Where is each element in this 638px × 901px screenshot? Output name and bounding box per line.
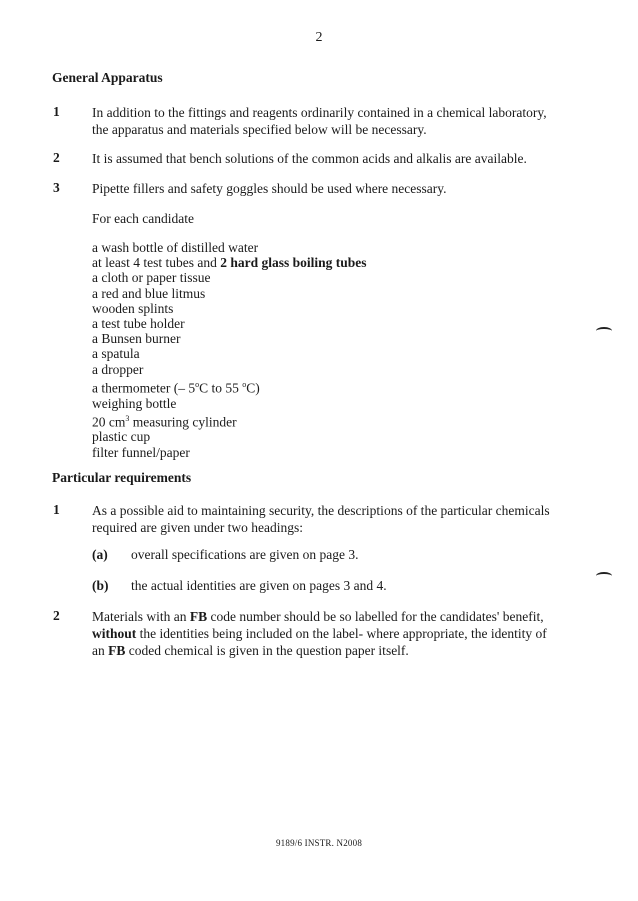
sub-item-text: the actual identities are given on pages 3 and 4.	[131, 578, 387, 593]
page-number: 2	[315, 30, 323, 45]
general-apparatus-heading: General Apparatus	[52, 70, 163, 85]
list-item: wooden splints	[92, 300, 174, 316]
particular-requirements-heading: Particular requirements	[52, 470, 192, 485]
margin-mark	[596, 572, 612, 580]
item-number: 2	[53, 608, 60, 623]
list-item: a Bunsen burner	[92, 331, 181, 347]
item-number: 2	[53, 150, 60, 165]
footer-code: 9189/6 INSTR. N2008	[275, 838, 363, 848]
list-item: filter funnel/paper	[92, 444, 190, 460]
item-number: 1	[53, 502, 60, 517]
sub-item-label: (b)	[92, 578, 109, 593]
item-text: It is assumed that bench solutions of the common acids and alkalis are available.	[92, 151, 527, 166]
list-item: a thermometer (– 5$^o$C to 55 $^o$C)	[92, 379, 260, 396]
item-text: In addition to the fittings and reagents ordinarily contained in a chemical laboratory, the apparatus and materials specified below will be necessary.	[92, 105, 547, 137]
list-item: a spatula	[92, 346, 140, 362]
item-text: Pipette fillers and safety goggles should be used where necessary.	[92, 181, 447, 196]
margin-mark	[596, 327, 612, 335]
list-item: a test tube holder	[92, 316, 185, 332]
list-item: a red and blue litmus	[92, 285, 206, 301]
list-item: a wash bottle of distilled water	[92, 240, 259, 255]
for-each-candidate: For each candidate	[92, 211, 194, 226]
list-item: a dropper	[92, 361, 144, 377]
item-number: 3	[53, 180, 60, 195]
apparatus-list	[92, 240, 367, 460]
sub-item-text: overall specifications are given on page 3.	[131, 547, 359, 562]
list-item: 20 $cm^3$ measuring cylinder	[92, 413, 237, 430]
item-text: Materials with an FB code number should be so labelled for the candidates' benefit, without the identities being included on the label- where appropriate, the identity of an FB coded chemical is given in the question paper itself.	[92, 609, 547, 658]
item-number: 1	[53, 104, 60, 119]
list-item: weighing bottle	[92, 395, 177, 411]
list-item: plastic cup	[92, 429, 151, 445]
sub-item-label: (a)	[92, 547, 108, 562]
item-text: As a possible aid to maintaining security, the descriptions of the particular chemicals required are given under two headings:	[92, 503, 550, 535]
list-item: at least 4 test tubes and 2 hard glass boiling tubes	[92, 255, 367, 271]
list-item: a cloth or paper tissue	[92, 270, 211, 286]
